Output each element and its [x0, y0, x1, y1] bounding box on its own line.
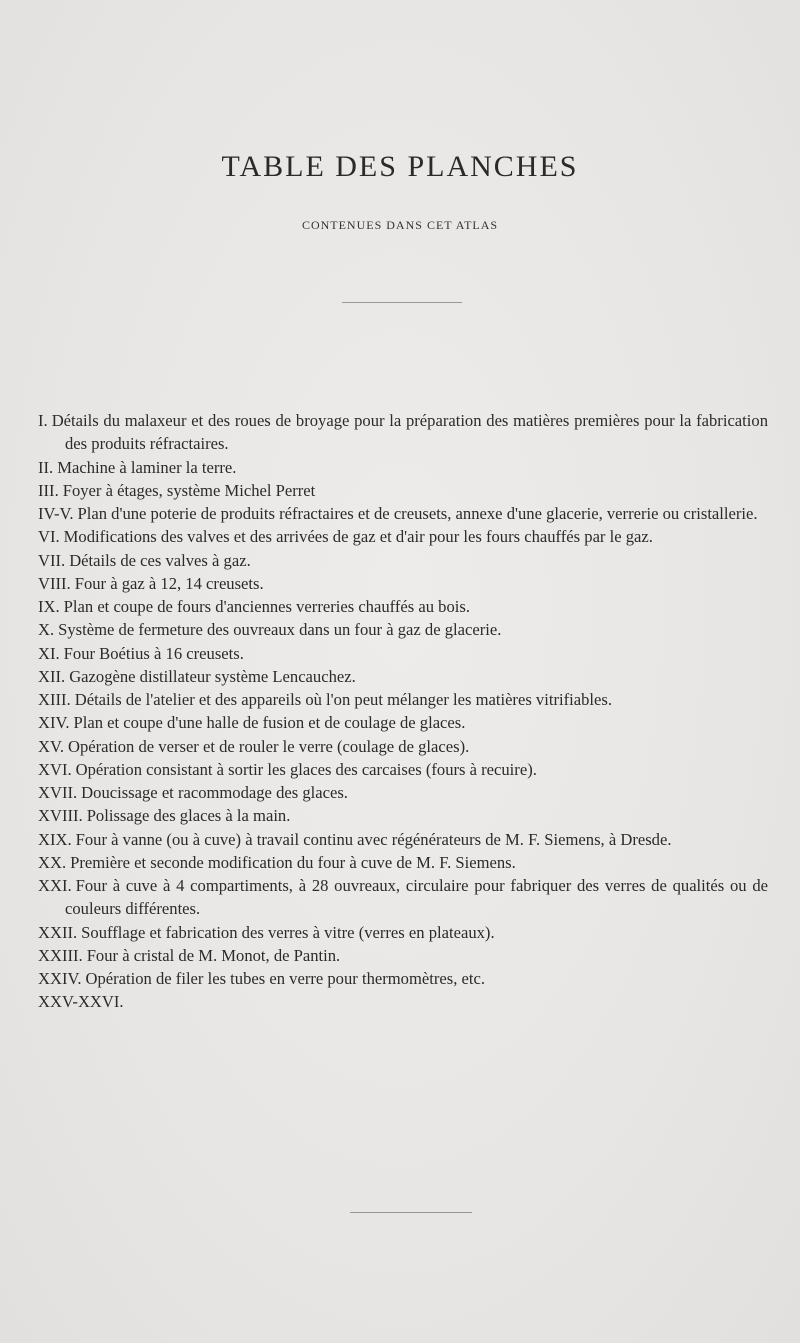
plate-number: II. — [38, 457, 54, 477]
plate-description: Machine à laminer la terre. — [57, 457, 237, 477]
plate-description: Plan et coupe d'une halle de fusion et de coulage de glaces. — [73, 713, 466, 733]
plate-entry — [38, 874, 768, 921]
plate-number: XVII. — [38, 783, 78, 802]
plate-entry — [38, 711, 768, 734]
plate-entry — [38, 735, 768, 758]
plate-number: VII. — [38, 550, 66, 570]
plate-description: Détails de l'atelier et des appareils où l'on peut mélanger les matières vitrifiables. — [74, 690, 612, 709]
bottom-divider — [350, 1212, 472, 1213]
page-subtitle: CONTENUES DANS CET ATLAS — [301, 218, 499, 232]
plate-description: Four Boétius à 16 creusets. — [63, 643, 244, 663]
plate-description: Polissage des glaces à la main. — [86, 806, 291, 826]
plate-number: I. — [38, 411, 48, 430]
plate-number: IV-V. — [38, 504, 74, 523]
plate-description: Modifications des valves et des arrivées de gaz et d'air pour les fours chauffés par le gaz. — [63, 527, 653, 547]
plate-entry — [38, 456, 768, 479]
plate-number: XV. — [38, 736, 64, 756]
plate-number: XXV-XXVI. — [38, 992, 124, 1012]
plate-description: Première et seconde modification du four à cuve de M. F. Siemens. — [70, 852, 516, 872]
plate-description: Gazogène distillateur système Lencauchez. — [69, 666, 356, 686]
plate-description: Four à vanne (ou à cuve) à travail continu avec régénérateurs de M. F. Siemens, à Dresde. — [75, 829, 672, 849]
plate-description: Système de fermeture des ouvreaux dans un four à gaz de glacerie. — [58, 620, 502, 640]
plate-entry — [38, 804, 768, 827]
plate-description: Opération de verser et de rouler le verre (coulage de glaces). — [67, 736, 470, 756]
plate-number: XXIII. — [38, 945, 83, 965]
plate-number: III. — [38, 480, 59, 500]
plate-number: XX. — [38, 852, 67, 872]
plate-entry — [38, 758, 768, 781]
plate-description: Soufflage et fabrication des verres à vitre (verres en plateaux). — [81, 922, 495, 942]
plate-description: Doucissage et racommodage des glaces. — [81, 783, 348, 802]
plate-entry — [38, 642, 768, 665]
plate-number: XI. — [38, 643, 60, 663]
plate-number: VI. — [38, 527, 60, 547]
plate-entry — [38, 595, 768, 618]
plate-description: Opération consistant à sortir les glaces des carcaises (fours à recuire). — [75, 759, 537, 779]
plate-entry — [38, 502, 768, 525]
plate-entry — [38, 549, 768, 572]
plate-number: XII. — [38, 666, 66, 686]
plates-list — [38, 409, 768, 1037]
plate-number: XXIV. — [38, 969, 82, 988]
plate-number: X. — [38, 620, 55, 640]
plate-entry — [38, 967, 768, 990]
plate-description: Plan et coupe de fours d'anciennes verreries chauffés au bois. — [63, 597, 470, 616]
plate-number: VIII. — [38, 573, 71, 593]
plate-number: XIX. — [38, 829, 72, 849]
plate-entry — [38, 409, 768, 456]
plate-number: IX. — [38, 597, 60, 616]
plate-description: Four à cuve à 4 compartiments, à 28 ouvreaux, circulaire pour fabriquer des verres de qualités ou de couleurs différentes. — [65, 876, 768, 919]
plate-entry — [38, 665, 768, 688]
plate-entry — [38, 479, 768, 502]
plate-entry — [38, 525, 768, 548]
plate-entry — [38, 781, 768, 804]
plate-number: XIII. — [38, 690, 71, 709]
plate-entry — [38, 921, 768, 944]
plate-number: XXI. — [38, 876, 72, 895]
plate-description: Four à cristal de M. Monot, de Pantin. — [86, 945, 341, 965]
plate-number: XVIII. — [38, 806, 83, 826]
plate-description: Plan d'une poterie de produits réfractaires et de creusets, annexe d'une glacerie, verrerie ou cristallerie. — [77, 504, 758, 523]
plate-number: XIV. — [38, 713, 70, 733]
plate-description: Détails de ces valves à gaz. — [69, 550, 251, 570]
top-divider — [342, 302, 462, 303]
plate-description: Four à gaz à 12, 14 creusets. — [74, 573, 264, 593]
plate-entry — [38, 618, 768, 641]
page-title: TABLE DES PLANCHES — [221, 150, 579, 183]
plate-entry — [38, 1014, 768, 1037]
plate-description: Foyer à étages, système Michel Perret — [62, 480, 316, 500]
plate-entry — [38, 572, 768, 595]
plate-description: Détails du malaxeur et des roues de broyage pour la préparation des matières premières pour la fabrication des produits réfractaires. — [51, 411, 768, 454]
plate-entry — [38, 828, 768, 851]
plate-number: XXII. — [38, 922, 78, 942]
plate-entry — [38, 990, 768, 1013]
plate-entry — [38, 688, 768, 711]
plate-description: Opération de filer les tubes en verre pour thermomètres, etc. — [85, 969, 485, 988]
plate-number: XVI. — [38, 759, 72, 779]
plate-entry — [38, 944, 768, 967]
plate-entry — [38, 851, 768, 874]
